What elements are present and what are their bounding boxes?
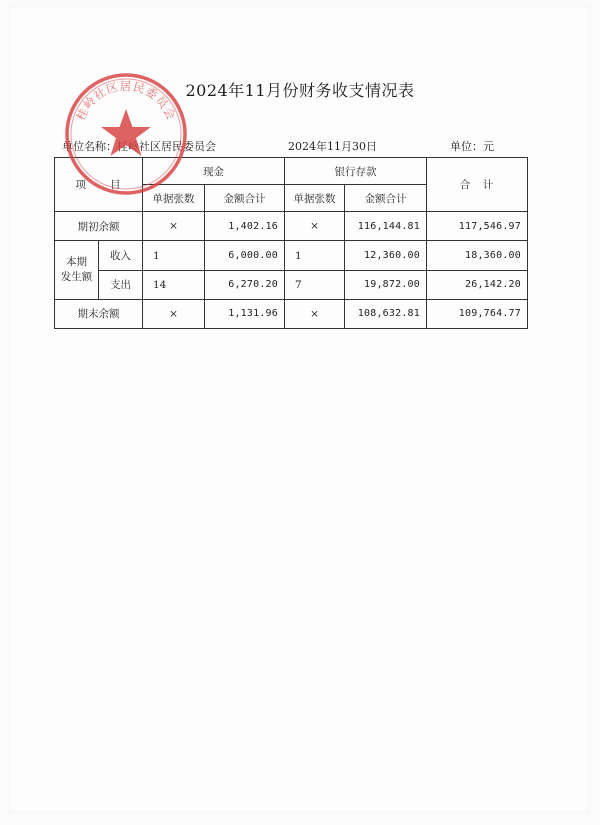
opening-bank-amount: 116,144.81 bbox=[345, 212, 427, 241]
row-label-closing: 期末余额 bbox=[55, 299, 143, 328]
header-cash-amount: 金额合计 bbox=[205, 185, 285, 212]
header-bank: 银行存款 bbox=[285, 158, 427, 185]
expense-bank-amount: 19,872.00 bbox=[345, 270, 427, 299]
opening-cash-count: × bbox=[143, 212, 205, 241]
header-bank-amount: 金额合计 bbox=[345, 185, 427, 212]
header-item: 项 目 bbox=[55, 158, 143, 212]
expense-cash-amount: 6,270.20 bbox=[205, 270, 285, 299]
income-bank-amount: 12,360.00 bbox=[345, 241, 427, 270]
header-bank-count: 单据张数 bbox=[285, 185, 345, 212]
document-title: 2024年11月份财务收支情况表 bbox=[185, 81, 415, 100]
header-cash-count: 单据张数 bbox=[143, 185, 205, 212]
closing-total: 109,764.77 bbox=[427, 299, 528, 328]
row-label-expense: 支出 bbox=[99, 270, 143, 299]
seal-star-icon bbox=[101, 109, 151, 156]
closing-bank-amount: 108,632.81 bbox=[345, 299, 427, 328]
row-label-period: 本期 发生额 bbox=[55, 241, 99, 299]
opening-cash-amount: 1,402.16 bbox=[205, 212, 285, 241]
official-seal bbox=[63, 71, 189, 197]
table-row bbox=[55, 212, 528, 241]
header-total: 合 计 bbox=[427, 158, 528, 212]
table-row bbox=[55, 270, 528, 299]
seal-text: 桂岭社区居民委员会 bbox=[73, 79, 179, 123]
closing-cash-amount: 1,131.96 bbox=[205, 299, 285, 328]
income-cash-amount: 6,000.00 bbox=[205, 241, 285, 270]
table-row bbox=[55, 299, 528, 328]
row-label-opening: 期初余额 bbox=[55, 212, 143, 241]
income-bank-count: 1 bbox=[285, 241, 345, 270]
income-total: 18,360.00 bbox=[427, 241, 528, 270]
unit-name: 单位名称：桂岭社区居民委员会 bbox=[62, 140, 216, 153]
closing-cash-count: × bbox=[143, 299, 205, 328]
expense-cash-count: 14 bbox=[143, 270, 205, 299]
header-cash: 现金 bbox=[143, 158, 285, 185]
opening-total: 117,546.97 bbox=[427, 212, 528, 241]
expense-total: 26,142.20 bbox=[427, 270, 528, 299]
expense-bank-count: 7 bbox=[285, 270, 345, 299]
row-label-income: 收入 bbox=[99, 241, 143, 270]
closing-bank-count: × bbox=[285, 299, 345, 328]
table-row bbox=[55, 241, 528, 270]
income-cash-count: 1 bbox=[143, 241, 205, 270]
report-date: 2024年11月30日 bbox=[288, 140, 377, 153]
currency-unit: 单位：元 bbox=[450, 140, 494, 153]
opening-bank-count: × bbox=[285, 212, 345, 241]
